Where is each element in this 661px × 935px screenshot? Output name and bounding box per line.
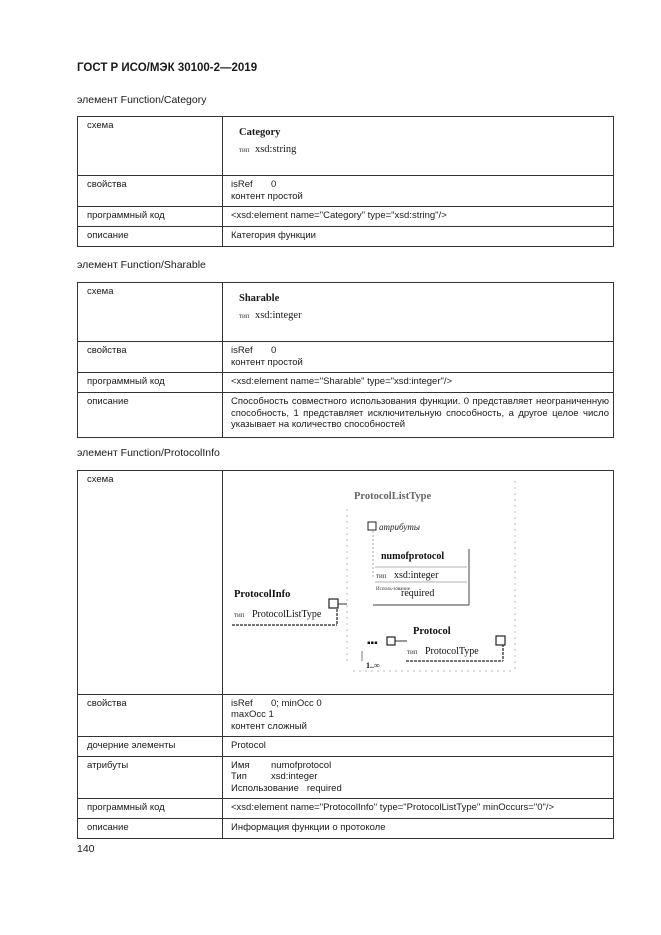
category-table	[77, 116, 614, 247]
properties-cell	[223, 694, 614, 736]
isref-value: 0	[271, 179, 277, 190]
table-row	[78, 342, 614, 373]
content-type: контент простой	[231, 190, 303, 202]
child-element-name: Protocol	[413, 626, 451, 637]
child-type-label: тип	[407, 648, 418, 656]
table-row	[78, 694, 614, 736]
attributes-group-icon	[368, 522, 376, 530]
row-label: схема	[78, 283, 223, 342]
expand-icon	[329, 599, 338, 608]
type-value: xsd:string	[254, 143, 297, 155]
row-label: свойства	[78, 342, 223, 373]
code-cell: <xsd:element name="Category" type="xsd:string"/>	[223, 207, 614, 227]
row-label: описание	[78, 393, 223, 438]
attribute-use: required	[401, 588, 435, 599]
page-number: 140	[77, 843, 95, 855]
description-cell: Способность совместного использования функции. 0 представляет неограниченную способность, 1 представляет исключительную способность, а другое целое число указывает на количество способностей	[223, 393, 614, 438]
schema-diagram	[231, 286, 609, 322]
table-row	[78, 176, 614, 207]
schema-cell	[223, 117, 614, 176]
element-name: Category	[239, 127, 281, 138]
properties-cell	[223, 342, 614, 373]
row-label: описание	[78, 818, 223, 838]
row-label: схема	[78, 117, 223, 176]
document-header: ГОСТ Р ИСО/МЭК 30100-2—2019	[77, 62, 258, 74]
properties-cell	[223, 176, 614, 207]
schema-cell	[223, 283, 614, 342]
row-label: программный код	[78, 373, 223, 393]
element-type-row	[239, 144, 609, 157]
protocolinfo-table	[77, 470, 614, 839]
table-row	[78, 373, 614, 393]
row-label: программный код	[78, 207, 223, 227]
table-row	[78, 756, 614, 798]
table-row	[78, 207, 614, 227]
description-cell: Информация функции о протоколе	[223, 818, 614, 838]
table-row	[78, 393, 614, 438]
code-cell: <xsd:element name="Sharable" type="xsd:integer"/>	[223, 373, 614, 393]
description-cell: Категория функции	[223, 227, 614, 247]
schema-diagram	[223, 471, 613, 690]
max-occurs: maxOcc 1	[231, 709, 274, 720]
content-type: контент простой	[231, 356, 303, 368]
section-title-category: элемент Function/Category	[77, 94, 207, 106]
table-row	[78, 283, 614, 342]
sequence-expand-icon	[387, 637, 395, 645]
attributes-label: атрибуты	[379, 522, 420, 532]
child-type-value: ProtocolType	[425, 646, 479, 657]
row-label: описание	[78, 227, 223, 247]
row-label: атрибуты	[78, 756, 223, 798]
type-label: тип	[239, 311, 250, 320]
schema-cell	[223, 471, 614, 695]
attr-name-key: Имя	[231, 759, 250, 771]
sequence-icon: ▪▪▪	[367, 638, 378, 649]
content-type: контент сложный	[231, 720, 307, 732]
isref-value: 0; minOcc 0	[271, 697, 322, 709]
type-label: тип	[239, 145, 250, 154]
table-row	[78, 736, 614, 756]
row-label: схема	[78, 471, 223, 695]
isref-value: 0	[271, 345, 277, 356]
attr-use-key: Использование	[231, 782, 299, 794]
section-title-sharable: элемент Function/Sharable	[77, 259, 206, 271]
attribute-use-label: Исполь-зование	[376, 587, 410, 592]
code-cell: <xsd:element name="ProtocolInfo" type="ProtocolListType" minOccurs="0"/>	[223, 798, 614, 818]
table-row	[78, 818, 614, 838]
sharable-table	[77, 282, 614, 438]
attr-name-value: numofprotocol	[271, 759, 332, 771]
root-type-label: тип	[234, 611, 245, 619]
children-cell: Protocol	[223, 736, 614, 756]
attribute-type-label: тип	[376, 572, 387, 580]
element-name: Sharable	[239, 293, 280, 304]
section-title-protocolinfo: элемент Function/ProtocolInfo	[77, 447, 220, 459]
attribute-type: xsd:integer	[394, 570, 439, 581]
root-type-value: ProtocolListType	[252, 609, 322, 620]
root-element-name: ProtocolInfo	[234, 589, 291, 600]
schema-diagram	[231, 120, 609, 156]
table-row	[78, 798, 614, 818]
isref-key: isRef	[231, 345, 253, 356]
child-expand-icon	[496, 636, 505, 645]
complex-type-name: ProtocolListType	[354, 491, 432, 502]
row-label: свойства	[78, 694, 223, 736]
table-row	[78, 117, 614, 176]
attribute-name: numofprotocol	[381, 551, 445, 562]
attr-type-value: xsd:integer	[271, 771, 318, 782]
table-row	[78, 227, 614, 247]
isref-key: isRef	[231, 697, 253, 709]
row-label: свойства	[78, 176, 223, 207]
isref-key: isRef	[231, 179, 253, 190]
attr-type-key: Тип	[231, 771, 247, 782]
row-label: дочерние элементы	[78, 736, 223, 756]
attr-use-value: required	[306, 782, 342, 794]
table-row	[78, 471, 614, 695]
attributes-cell	[223, 756, 614, 798]
type-value: xsd:integer	[254, 309, 302, 321]
element-type-row	[239, 310, 609, 323]
multiplicity: 1..∞	[366, 661, 380, 670]
row-label: программный код	[78, 798, 223, 818]
